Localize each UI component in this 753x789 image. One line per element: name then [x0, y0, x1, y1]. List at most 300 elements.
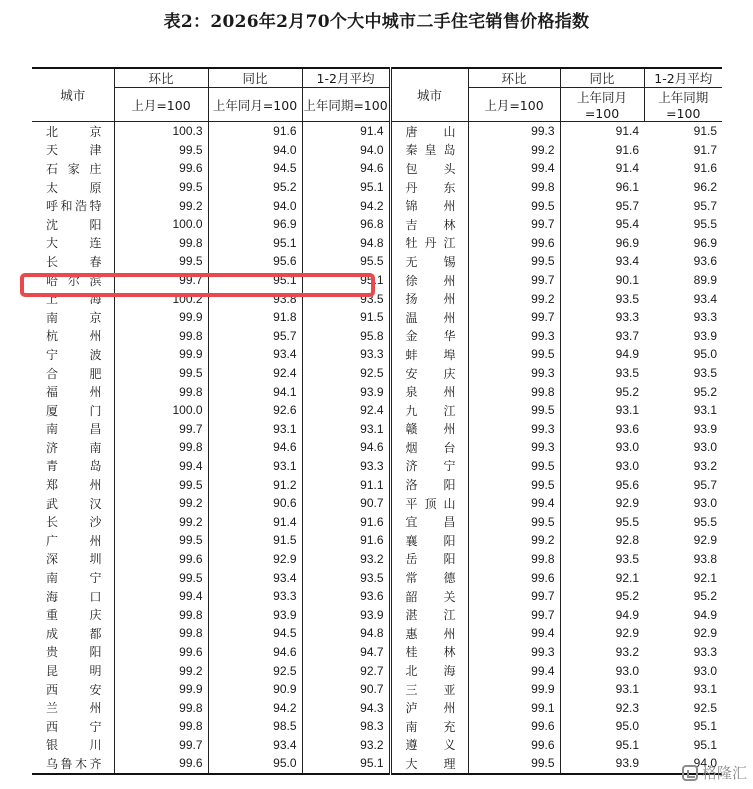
avg-value-right: 89.9 — [693, 273, 717, 288]
header-mom-sub-left: 上月=100 — [114, 88, 208, 122]
price-index-table — [32, 67, 722, 775]
yoy-value-right: 95.4 — [560, 215, 644, 234]
mom-value-left: 99.9 — [114, 308, 208, 327]
avg-value-right: 92.9 — [693, 533, 717, 548]
mom-value-right: 99.4 — [468, 494, 560, 513]
table-row — [32, 364, 722, 383]
mom-value-left: 99.8 — [114, 698, 208, 717]
mom-value-left: 99.8 — [114, 624, 208, 643]
mom-value-left: 99.5 — [114, 141, 208, 160]
city-name-right: 惠州 — [390, 624, 468, 643]
avg-value-left: 90.7 — [302, 494, 390, 513]
yoy-value-left: 91.2 — [208, 475, 302, 494]
yoy-value-right: 91.4 — [560, 122, 644, 141]
avg-value-left: 93.1 — [302, 420, 390, 439]
city-name-left: 杭州 — [46, 329, 102, 344]
avg-value-left: 95.8 — [302, 327, 390, 346]
yoy-value-left: 93.8 — [208, 289, 302, 308]
city-name-left: 郑州 — [46, 478, 102, 493]
city-name-right: 桂林 — [390, 643, 468, 662]
yoy-value-left: 95.1 — [208, 271, 302, 290]
avg-value-left: 94.6 — [302, 159, 390, 178]
mom-value-right: 99.7 — [468, 271, 560, 290]
mom-value-left: 99.5 — [114, 364, 208, 383]
mom-value-right: 99.5 — [468, 512, 560, 531]
table-row — [32, 327, 722, 346]
avg-value-right: 95.0 — [693, 347, 717, 362]
city-name-right: 无锡 — [390, 252, 468, 271]
header-yoy-left: 同比 — [208, 68, 302, 88]
city-name-left: 深圳 — [46, 552, 102, 567]
yoy-value-left: 91.6 — [208, 122, 302, 141]
yoy-value-right: 93.0 — [560, 457, 644, 476]
yoy-value-right: 92.9 — [560, 624, 644, 643]
mom-value-right: 99.7 — [468, 308, 560, 327]
avg-value-left: 94.8 — [302, 234, 390, 253]
city-name-right: 丹东 — [390, 178, 468, 197]
yoy-value-right: 93.0 — [560, 438, 644, 457]
yoy-value-right: 93.1 — [560, 401, 644, 420]
yoy-value-left: 91.5 — [208, 531, 302, 550]
city-name-left: 西安 — [46, 682, 102, 697]
table-row — [32, 512, 722, 531]
yoy-value-left: 94.0 — [208, 196, 302, 215]
yoy-value-right: 95.1 — [560, 736, 644, 755]
avg-value-left: 93.5 — [302, 568, 390, 587]
city-name-right: 襄阳 — [390, 531, 468, 550]
mom-value-left: 100.0 — [114, 215, 208, 234]
avg-value-right: 93.3 — [693, 310, 717, 325]
mom-value-left: 99.8 — [114, 438, 208, 457]
yoy-value-left: 93.1 — [208, 457, 302, 476]
avg-value-left: 93.6 — [302, 587, 390, 606]
mom-value-right: 99.3 — [468, 438, 560, 457]
mom-value-left: 99.5 — [114, 252, 208, 271]
avg-value-left: 95.1 — [302, 178, 390, 197]
avg-value-right: 95.5 — [693, 514, 717, 529]
city-name-left: 宁波 — [46, 347, 102, 362]
yoy-value-right: 95.2 — [560, 382, 644, 401]
table-row — [32, 568, 722, 587]
yoy-value-right: 96.1 — [560, 178, 644, 197]
mom-value-right: 99.7 — [468, 605, 560, 624]
avg-value-right: 93.1 — [693, 403, 717, 418]
city-name-left: 哈尔滨 — [46, 273, 102, 288]
city-name-right: 徐州 — [390, 271, 468, 290]
city-name-left: 南宁 — [46, 571, 102, 586]
mom-value-left: 100.3 — [114, 122, 208, 141]
avg-value-left: 93.5 — [302, 289, 390, 308]
mom-value-left: 99.8 — [114, 327, 208, 346]
city-name-left: 大连 — [46, 236, 102, 251]
city-name-left: 兰州 — [46, 701, 102, 716]
avg-value-right: 95.5 — [693, 217, 717, 232]
yoy-value-right: 94.9 — [560, 345, 644, 364]
city-name-left: 天津 — [46, 143, 102, 158]
mom-value-left: 99.6 — [114, 550, 208, 569]
city-name-right: 大理 — [390, 754, 468, 774]
city-name-left: 长春 — [46, 254, 102, 269]
yoy-value-left: 92.6 — [208, 401, 302, 420]
avg-value-left: 94.6 — [302, 438, 390, 457]
yoy-value-left: 93.3 — [208, 587, 302, 606]
city-name-right: 韶关 — [390, 587, 468, 606]
yoy-value-left: 95.2 — [208, 178, 302, 197]
city-name-left: 贵阳 — [46, 645, 102, 660]
city-name-right: 锦州 — [390, 196, 468, 215]
table-row — [32, 252, 722, 271]
yoy-value-left: 93.4 — [208, 568, 302, 587]
city-name-left: 重庆 — [46, 608, 102, 623]
city-name-right: 常德 — [390, 568, 468, 587]
avg-value-right: 94.0 — [644, 754, 722, 774]
yoy-value-right: 92.3 — [560, 698, 644, 717]
city-name-right: 济宁 — [390, 457, 468, 476]
avg-value-right: 93.3 — [693, 644, 717, 659]
mom-value-left: 99.2 — [114, 661, 208, 680]
yoy-value-right: 91.4 — [560, 159, 644, 178]
avg-value-right: 92.1 — [693, 570, 717, 585]
mom-value-right: 99.1 — [468, 698, 560, 717]
header-mom-left: 环比 — [114, 68, 208, 88]
avg-value-left: 95.1 — [302, 271, 390, 290]
city-name-right: 唐山 — [390, 122, 468, 141]
city-name-left: 石家庄 — [46, 161, 102, 176]
city-name-right: 吉林 — [390, 215, 468, 234]
mom-value-right: 99.3 — [468, 364, 560, 383]
yoy-value-left: 93.4 — [208, 736, 302, 755]
table-row — [32, 494, 722, 513]
city-name-right: 洛阳 — [390, 475, 468, 494]
avg-value-right: 95.7 — [693, 477, 717, 492]
yoy-value-left: 94.1 — [208, 382, 302, 401]
avg-value-right: 91.5 — [693, 124, 717, 139]
city-name-left: 沈阳 — [46, 217, 102, 232]
mom-value-left: 99.5 — [114, 531, 208, 550]
city-name-right: 安庆 — [390, 364, 468, 383]
mom-value-right: 99.5 — [468, 196, 560, 215]
avg-value-left: 91.6 — [302, 512, 390, 531]
mom-value-left: 99.6 — [114, 754, 208, 774]
mom-value-right: 99.6 — [468, 736, 560, 755]
city-name-left: 长沙 — [46, 515, 102, 530]
table-row — [32, 159, 722, 178]
header-mom-sub-right: 上月=100 — [468, 88, 560, 122]
city-name-right: 扬州 — [390, 289, 468, 308]
mom-value-right: 99.4 — [468, 159, 560, 178]
city-name-left: 广州 — [46, 533, 102, 548]
mom-value-right: 99.3 — [468, 327, 560, 346]
table-row — [32, 345, 722, 364]
city-name-left: 乌鲁木齐 — [32, 754, 114, 774]
yoy-value-left: 95.1 — [208, 234, 302, 253]
avg-value-right: 95.2 — [693, 589, 717, 604]
table-row — [32, 178, 722, 197]
avg-value-left: 96.8 — [302, 215, 390, 234]
yoy-value-left: 92.4 — [208, 364, 302, 383]
avg-value-left: 98.3 — [302, 717, 390, 736]
avg-value-left: 93.9 — [302, 605, 390, 624]
yoy-value-left: 90.6 — [208, 494, 302, 513]
table-row — [32, 234, 722, 253]
header-city-right: 城市 — [390, 68, 468, 122]
table-row — [32, 736, 722, 755]
mom-value-left: 99.7 — [114, 736, 208, 755]
city-name-left: 太原 — [46, 180, 102, 195]
avg-value-left: 91.4 — [302, 122, 390, 141]
table-row — [32, 401, 722, 420]
city-name-left: 南京 — [46, 310, 102, 325]
mom-value-left: 99.8 — [114, 605, 208, 624]
avg-value-right: 95.1 — [693, 737, 717, 752]
yoy-value-right: 95.2 — [560, 587, 644, 606]
mom-value-left: 99.2 — [114, 512, 208, 531]
mom-value-right: 99.7 — [468, 587, 560, 606]
yoy-value-left: 91.8 — [208, 308, 302, 327]
yoy-value-right: 91.6 — [560, 141, 644, 160]
yoy-value-left: 95.7 — [208, 327, 302, 346]
watermark-text: 格隆汇 — [701, 764, 747, 782]
avg-value-left: 93.3 — [302, 345, 390, 364]
city-name-right: 三亚 — [390, 680, 468, 699]
table-body — [32, 122, 722, 774]
mom-value-right: 99.3 — [468, 420, 560, 439]
avg-value-right: 93.4 — [693, 291, 717, 306]
table-row — [32, 661, 722, 680]
yoy-value-right: 94.9 — [560, 605, 644, 624]
avg-value-right: 95.7 — [693, 198, 717, 213]
city-name-right: 牡丹江 — [390, 234, 468, 253]
mom-value-left: 99.4 — [114, 587, 208, 606]
avg-value-left: 94.0 — [302, 141, 390, 160]
avg-value-left: 93.3 — [302, 457, 390, 476]
table-row — [32, 420, 722, 439]
mom-value-left: 99.4 — [114, 457, 208, 476]
avg-value-right: 92.5 — [693, 700, 717, 715]
mom-value-left: 99.9 — [114, 345, 208, 364]
watermark — [682, 762, 747, 783]
mom-value-left: 99.5 — [114, 475, 208, 494]
yoy-value-right: 95.7 — [560, 196, 644, 215]
avg-value-left: 93.9 — [302, 382, 390, 401]
mom-value-left: 99.6 — [114, 643, 208, 662]
yoy-value-left: 94.2 — [208, 698, 302, 717]
city-name-left: 福州 — [46, 385, 102, 400]
mom-value-right: 99.8 — [468, 178, 560, 197]
table-row — [32, 271, 722, 290]
yoy-value-right: 93.5 — [560, 550, 644, 569]
city-name-right: 泸州 — [390, 698, 468, 717]
table-row — [32, 531, 722, 550]
mom-value-left: 99.2 — [114, 494, 208, 513]
header-avg-sub-left: 上年同期=100 — [302, 88, 390, 122]
yoy-value-right: 93.5 — [560, 289, 644, 308]
header-yoy-right: 同比 — [560, 68, 644, 88]
table-row — [32, 643, 722, 662]
table-row — [32, 122, 722, 141]
avg-value-left: 95.5 — [302, 252, 390, 271]
city-name-left: 海口 — [46, 589, 102, 604]
city-name-right: 九江 — [390, 401, 468, 420]
city-name-right: 秦皇岛 — [390, 141, 468, 160]
table-row — [32, 475, 722, 494]
avg-value-left: 94.2 — [302, 196, 390, 215]
city-name-left: 北京 — [46, 124, 102, 139]
mom-value-right: 99.8 — [468, 382, 560, 401]
mom-value-right: 99.2 — [468, 289, 560, 308]
mom-value-left: 99.7 — [114, 420, 208, 439]
yoy-value-right: 95.5 — [560, 512, 644, 531]
table-row — [32, 141, 722, 160]
mom-value-left: 100.0 — [114, 401, 208, 420]
avg-value-right: 91.7 — [693, 142, 717, 157]
gelonghui-logo-icon — [682, 765, 698, 781]
avg-value-right: 94.9 — [693, 607, 717, 622]
city-name-left: 成都 — [46, 626, 102, 641]
mom-value-right: 99.8 — [468, 550, 560, 569]
city-name-right: 宜昌 — [390, 512, 468, 531]
avg-value-left: 91.1 — [302, 475, 390, 494]
avg-value-left: 93.2 — [302, 550, 390, 569]
city-name-left: 南昌 — [46, 422, 102, 437]
avg-value-left: 92.7 — [302, 661, 390, 680]
mom-value-right: 99.5 — [468, 252, 560, 271]
table-row — [32, 308, 722, 327]
mom-value-left: 99.5 — [114, 178, 208, 197]
yoy-value-left: 93.1 — [208, 420, 302, 439]
yoy-value-left: 94.0 — [208, 141, 302, 160]
header-city-left: 城市 — [32, 68, 114, 122]
table-row — [32, 698, 722, 717]
avg-value-right: 93.8 — [693, 551, 717, 566]
mom-value-left: 99.5 — [114, 568, 208, 587]
table-row — [32, 438, 722, 457]
yoy-value-right: 95.6 — [560, 475, 644, 494]
yoy-value-left: 92.5 — [208, 661, 302, 680]
mom-value-left: 99.2 — [114, 196, 208, 215]
table-row — [32, 680, 722, 699]
yoy-value-right: 93.0 — [560, 661, 644, 680]
city-name-left: 合肥 — [46, 366, 102, 381]
city-name-left: 武汉 — [46, 496, 102, 511]
mom-value-left: 99.9 — [114, 680, 208, 699]
header-avg-left: 1-2月平均 — [302, 68, 390, 88]
city-name-right: 平顶山 — [390, 494, 468, 513]
mom-value-left: 100.2 — [114, 289, 208, 308]
yoy-value-left: 94.6 — [208, 643, 302, 662]
city-name-left: 呼和浩特 — [46, 199, 102, 214]
city-name-right: 温州 — [390, 308, 468, 327]
city-name-right: 岳阳 — [390, 550, 468, 569]
mom-value-right: 99.5 — [468, 754, 560, 774]
yoy-value-right: 92.8 — [560, 531, 644, 550]
header-yoy-sub-right: 上年同月=100 — [560, 88, 644, 122]
avg-value-left: 95.1 — [302, 754, 390, 774]
mom-value-left: 99.8 — [114, 382, 208, 401]
yoy-value-right: 95.0 — [560, 717, 644, 736]
header-avg-right: 1-2月平均 — [644, 68, 722, 88]
city-name-left: 济南 — [46, 440, 102, 455]
mom-value-left: 99.8 — [114, 717, 208, 736]
table-row — [32, 215, 722, 234]
yoy-value-left: 92.9 — [208, 550, 302, 569]
yoy-value-right: 93.2 — [560, 643, 644, 662]
avg-value-left: 91.5 — [302, 308, 390, 327]
city-name-left: 上海 — [46, 292, 102, 307]
yoy-value-left: 94.6 — [208, 438, 302, 457]
mom-value-right: 99.9 — [468, 680, 560, 699]
avg-value-right: 93.9 — [693, 328, 717, 343]
avg-value-right: 96.2 — [693, 180, 717, 195]
mom-value-right: 99.5 — [468, 475, 560, 494]
yoy-value-right: 93.7 — [560, 327, 644, 346]
mom-value-right: 99.3 — [468, 643, 560, 662]
yoy-value-right: 93.3 — [560, 308, 644, 327]
mom-value-right: 99.2 — [468, 531, 560, 550]
avg-value-right: 93.9 — [693, 421, 717, 436]
table-row — [32, 624, 722, 643]
avg-value-right: 93.2 — [693, 458, 717, 473]
yoy-value-right: 93.9 — [560, 754, 644, 774]
yoy-value-left: 94.5 — [208, 159, 302, 178]
yoy-value-left: 95.6 — [208, 252, 302, 271]
city-name-left: 厦门 — [46, 403, 102, 418]
avg-value-left: 91.6 — [302, 531, 390, 550]
mom-value-left: 99.8 — [114, 234, 208, 253]
yoy-value-left: 94.5 — [208, 624, 302, 643]
avg-value-left: 92.4 — [302, 401, 390, 420]
city-name-right: 北海 — [390, 661, 468, 680]
yoy-value-right: 93.4 — [560, 252, 644, 271]
city-name-left: 西宁 — [46, 719, 102, 734]
yoy-value-left: 98.5 — [208, 717, 302, 736]
mom-value-right: 99.4 — [468, 624, 560, 643]
yoy-value-left: 96.9 — [208, 215, 302, 234]
yoy-value-right: 93.1 — [560, 680, 644, 699]
table-row — [32, 587, 722, 606]
city-name-right: 湛江 — [390, 605, 468, 624]
table-row — [32, 717, 722, 736]
table-row — [32, 754, 722, 774]
yoy-value-left: 95.0 — [208, 754, 302, 774]
city-name-right: 包头 — [390, 159, 468, 178]
mom-value-right: 99.2 — [468, 141, 560, 160]
avg-value-right: 95.2 — [693, 384, 717, 399]
yoy-value-left: 91.4 — [208, 512, 302, 531]
avg-value-right: 93.0 — [693, 440, 717, 455]
city-name-right: 南充 — [390, 717, 468, 736]
header-mom-right: 环比 — [468, 68, 560, 88]
mom-value-right: 99.6 — [468, 717, 560, 736]
avg-value-right: 95.1 — [693, 719, 717, 734]
yoy-value-right: 93.5 — [560, 364, 644, 383]
city-name-right: 烟台 — [390, 438, 468, 457]
city-name-right: 蚌埠 — [390, 345, 468, 364]
city-name-left: 昆明 — [46, 664, 102, 679]
table-row — [32, 382, 722, 401]
table-row — [32, 550, 722, 569]
yoy-value-right: 90.1 — [560, 271, 644, 290]
mom-value-right: 99.6 — [468, 234, 560, 253]
mom-value-left: 99.6 — [114, 159, 208, 178]
yoy-value-right: 92.1 — [560, 568, 644, 587]
avg-value-left: 93.2 — [302, 736, 390, 755]
avg-value-right: 93.1 — [693, 682, 717, 697]
page-title: 表2：2026年2月70个大中城市二手住宅销售价格指数 — [163, 12, 590, 32]
avg-value-right: 92.9 — [693, 626, 717, 641]
yoy-value-left: 93.4 — [208, 345, 302, 364]
yoy-value-left: 93.9 — [208, 605, 302, 624]
